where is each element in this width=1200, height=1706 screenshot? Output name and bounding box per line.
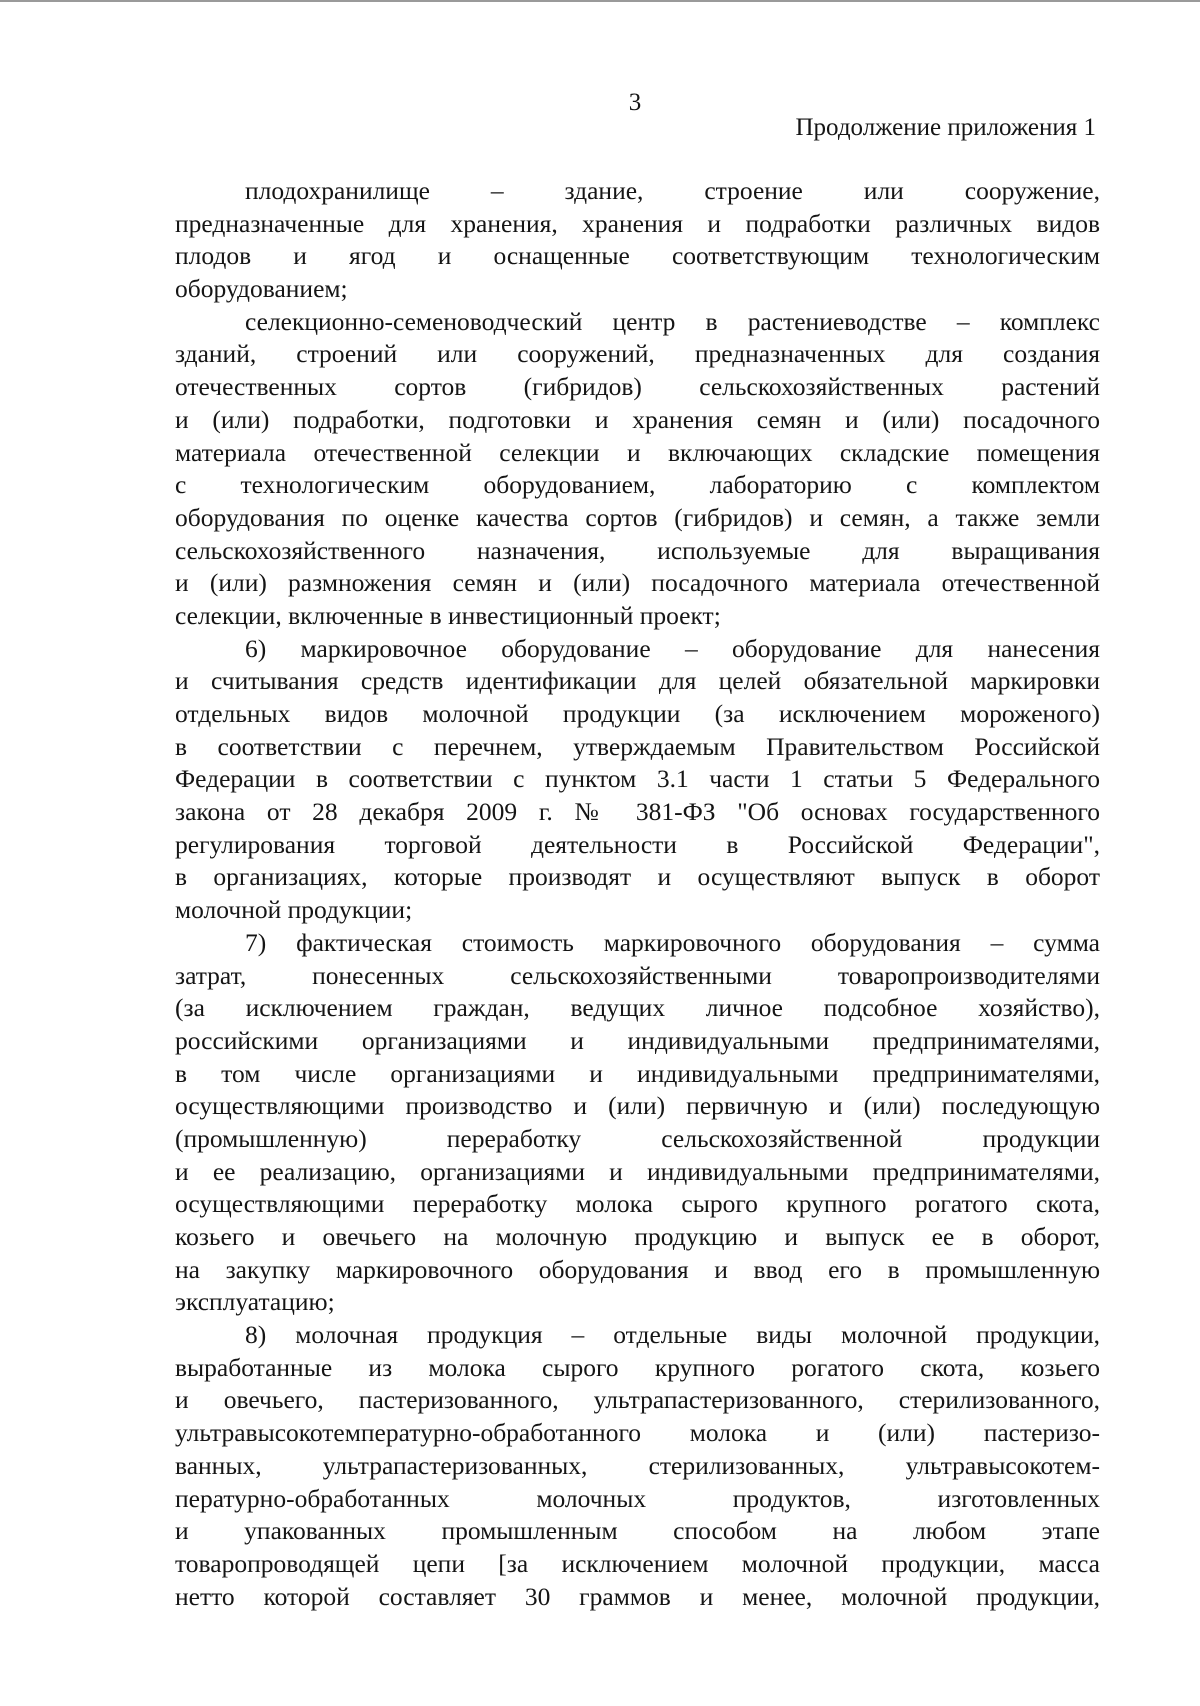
text-line: селекционно-семеноводческий центр в растениеводстве – комплекс xyxy=(245,306,1100,336)
text-line: и упакованных промышленным способом на любом этапе xyxy=(175,1516,1100,1546)
text-line: выработанные из молока сырого крупного рогатого скота, козьего xyxy=(175,1352,1100,1382)
text-line: нетто которой составляет 30 граммов и менее, молочной продукции, xyxy=(175,1581,1100,1611)
text-line: закона от 28 декабря 2009 г. № 381-ФЗ "Об основах государственного xyxy=(175,797,1100,827)
text-line: оборудованием; xyxy=(175,274,348,304)
text-line: и считывания средств идентификации для целей обязательной маркировки xyxy=(175,666,1100,696)
text-line: материала отечественной селекции и включающих складские помещения xyxy=(175,437,1100,467)
text-line: на закупку маркировочного оборудования и ввод его в промышленную xyxy=(175,1254,1100,1284)
text-line: эксплуатацию; xyxy=(175,1287,335,1317)
text-line: (промышленную) переработку сельскохозяйственной продукции xyxy=(175,1123,1100,1153)
paragraph-item-7-actual-cost xyxy=(175,927,1100,1319)
paragraph-fruit-storage xyxy=(175,175,1100,306)
text-line: затрат, понесенных сельскохозяйственными товаропроизводителями xyxy=(175,960,1100,990)
text-line: в том числе организациями и индивидуальными предпринимателями, xyxy=(175,1058,1100,1088)
scan-top-edge xyxy=(0,0,1200,2)
text-line: сельскохозяйственного назначения, используемые для выращивания xyxy=(175,535,1100,565)
text-line: товаропроводящей цепи [за исключением молочной продукции, масса xyxy=(175,1548,1100,1578)
text-line: в соответствии с перечнем, утверждаемым Правительством Российской xyxy=(175,731,1100,761)
text-line: российскими организациями и индивидуальными предпринимателями, xyxy=(175,1025,1100,1055)
text-line: селекции, включенные в инвестиционный проект; xyxy=(175,600,721,630)
paragraph-breeding-center xyxy=(175,306,1100,633)
text-line: 6) маркировочное оборудование – оборудование для нанесения xyxy=(245,633,1100,663)
text-line: отечественных сортов (гибридов) сельскохозяйственных растений xyxy=(175,372,1100,402)
document-body xyxy=(175,175,1100,1613)
text-line: отдельных видов молочной продукции (за исключением мороженого) xyxy=(175,699,1100,728)
text-line: и ее реализацию, организациями и индивидуальными предпринимателями, xyxy=(175,1156,1100,1186)
text-line: и (или) подработки, подготовки и хранения семян и (или) посадочного xyxy=(175,404,1100,434)
text-line: осуществляющими переработку молока сырого крупного рогатого скота, xyxy=(175,1189,1100,1219)
text-line: осуществляющими производство и (или) первичную и (или) последующую xyxy=(175,1091,1100,1121)
text-line: плодов и ягод и оснащенные соответствующим технологическим xyxy=(175,241,1100,271)
text-line: Федерации в соответствии с пунктом 3.1 части 1 статьи 5 Федерального xyxy=(175,764,1100,794)
paragraph-item-6-marking-equipment xyxy=(175,633,1100,927)
page-number: 3 xyxy=(628,89,642,116)
text-line: ванных, ультрапастеризованных, стерилизованных, ультравысокотем- xyxy=(175,1450,1100,1480)
text-line: пературно-обработанных молочных продуктов, изготовленных xyxy=(175,1483,1100,1513)
text-line: зданий, строений или сооружений, предназначенных для создания xyxy=(175,339,1100,369)
text-line: (за исключением граждан, ведущих личное подсобное хозяйство), xyxy=(175,993,1100,1023)
text-line: регулирования торговой деятельности в Российской Федерации", xyxy=(175,829,1100,859)
text-line: плодохранилище – здание, строение или сооружение, xyxy=(245,176,1100,205)
text-line: в организациях, которые производят и осуществляют выпуск в оборот xyxy=(175,862,1100,892)
text-line: 8) молочная продукция – отдельные виды молочной продукции, xyxy=(245,1320,1100,1350)
text-line: с технологическим оборудованием, лабораторию с комплектом xyxy=(175,470,1100,500)
paragraph-item-8-dairy-products xyxy=(175,1319,1100,1613)
text-line: и (или) размножения семян и (или) посадочного материала отечественной xyxy=(175,568,1100,598)
appendix-continuation-note: Продолжение приложения 1 xyxy=(795,114,1096,141)
text-line: козьего и овечьего на молочную продукцию и выпуск ее в оборот, xyxy=(175,1222,1100,1251)
text-line: предназначенные для хранения, хранения и подработки различных видов xyxy=(175,208,1100,238)
text-line: и овечьего, пастеризованного, ультрапастеризованного, стерилизованного, xyxy=(175,1385,1100,1415)
text-line: молочной продукции; xyxy=(175,895,413,925)
text-line: 7) фактическая стоимость маркировочного оборудования – сумма xyxy=(245,927,1100,957)
text-line: ультравысокотемпературно-обработанного молока и (или) пастеризо- xyxy=(175,1418,1100,1448)
text-line: оборудования по оценке качества сортов (гибридов) и семян, а также земли xyxy=(175,502,1100,532)
